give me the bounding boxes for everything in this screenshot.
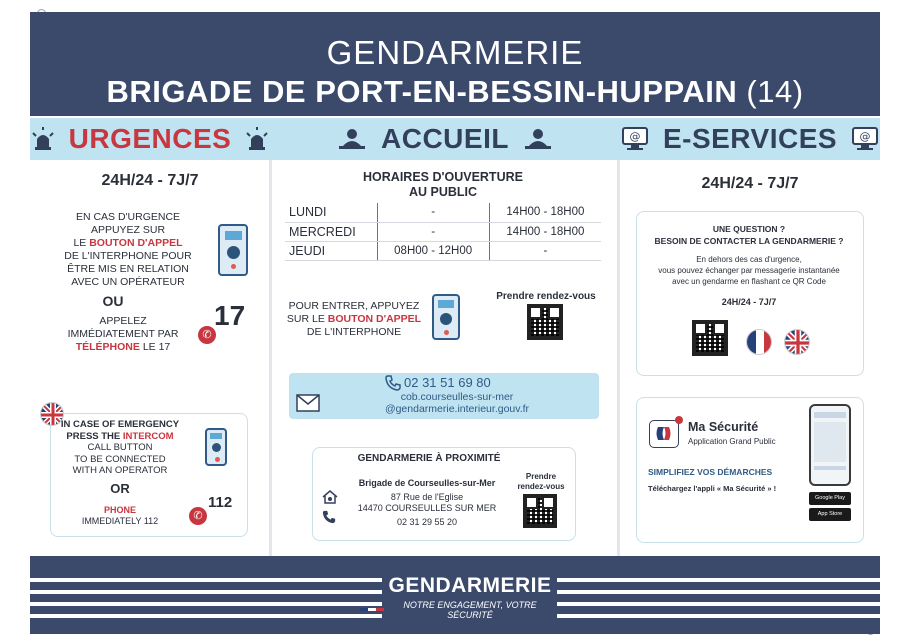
opening-hours-table bbox=[285, 203, 601, 261]
rdv-line: rendez-vous bbox=[517, 482, 565, 491]
nearby-title bbox=[312, 452, 546, 465]
hours-title-line: AU PUBLIC bbox=[408, 185, 478, 199]
phone-icon: ✆ bbox=[189, 507, 207, 525]
eservices-hours: 24H/24 - 7J/7 bbox=[701, 175, 799, 192]
contact-phone[interactable]: 02 31 51 69 80 bbox=[404, 375, 491, 390]
urgences-heading: URGENCES bbox=[68, 123, 232, 154]
question-line: UNE QUESTION ? bbox=[712, 224, 786, 234]
en-line: WITH AN OPERATOR bbox=[72, 465, 168, 476]
svg-text:@: @ bbox=[629, 130, 641, 143]
brigade-name: BRIGADE DE PORT-EN-BESSIN-HUPPAIN bbox=[106, 74, 738, 109]
appointment-label: Prendre rendez-vous bbox=[496, 291, 596, 302]
intercom-icon bbox=[205, 428, 227, 466]
google-play-label: Google Play bbox=[815, 495, 845, 501]
siren-icon bbox=[31, 127, 55, 151]
day-cell: LUNDI bbox=[285, 203, 377, 222]
enter-line: DE L'INTERPHONE bbox=[306, 326, 402, 338]
nearby-phone[interactable]: 02 31 29 55 20 bbox=[396, 517, 458, 527]
nearby-details bbox=[352, 478, 502, 528]
svg-text:@: @ bbox=[859, 130, 871, 143]
rdv-line: Prendre bbox=[525, 472, 557, 481]
siren-icon bbox=[245, 127, 269, 151]
table-row bbox=[285, 241, 601, 260]
header-banner bbox=[30, 12, 880, 116]
enter-line bbox=[284, 313, 424, 326]
call-line: IMMÉDIATEMENT PAR bbox=[67, 328, 179, 340]
question-description bbox=[640, 254, 858, 287]
fr-line: ÊTRE MIS EN RELATION bbox=[67, 263, 189, 275]
nearby-appointment-label bbox=[514, 472, 568, 492]
nearby-appointment-qr-code[interactable] bbox=[523, 494, 557, 528]
nearby-title-pre: GENDARMERIE bbox=[357, 453, 436, 464]
department-number: (14) bbox=[746, 74, 804, 109]
simplify-heading: SIMPLIFIEZ VOS DÉMARCHES bbox=[648, 467, 773, 477]
nearby-address: 87 Rue de l'Eglise bbox=[390, 492, 464, 502]
smartphone-illustration bbox=[809, 404, 851, 486]
description-line: En dehors des cas d'urgence, bbox=[696, 255, 802, 264]
notification-dot bbox=[675, 416, 683, 424]
chat-hours: 24H/24 - 7J/7 bbox=[721, 297, 777, 307]
contact-email[interactable] bbox=[372, 391, 542, 415]
reception-agent-icon bbox=[523, 126, 553, 152]
afternoon-cell: 14H00 - 18H00 bbox=[489, 203, 601, 222]
urgences-fr-instructions bbox=[48, 211, 208, 289]
table-row bbox=[285, 203, 601, 222]
eservices-heading: E-SERVICES bbox=[662, 123, 838, 154]
english-instructions bbox=[60, 419, 180, 477]
nearby-title-highlight: À PROXIMITÉ bbox=[435, 453, 501, 464]
email-line: cob.courseulles-sur-mer bbox=[400, 391, 514, 403]
french-flag-icon[interactable] bbox=[746, 329, 772, 355]
accueil-heading: ACCUEIL bbox=[381, 123, 509, 154]
en-line: TO BE CONNECTED bbox=[74, 453, 166, 465]
app-store-label: App Store bbox=[817, 511, 843, 517]
fr-line-pre: LE bbox=[73, 237, 90, 249]
email-line: @gendarmerie.interieur.gouv.fr bbox=[384, 403, 530, 415]
intercom-icon bbox=[218, 224, 248, 276]
download-text: Téléchargez l'appli « Ma Sécurité » ! bbox=[648, 484, 777, 493]
fr-line bbox=[48, 237, 208, 250]
footer-logo bbox=[385, 574, 555, 620]
phone-highlight: PHONE bbox=[103, 505, 136, 515]
phone-icon: ✆ bbox=[198, 326, 216, 344]
app-subtitle: Application Grand Public bbox=[688, 437, 776, 446]
appointment-qr-code[interactable] bbox=[527, 304, 563, 340]
en-line bbox=[60, 431, 180, 443]
column-divider bbox=[617, 160, 620, 558]
enter-instructions bbox=[284, 300, 424, 339]
telephone-highlight: TÉLÉPHONE bbox=[75, 341, 140, 353]
accueil-title bbox=[272, 118, 618, 160]
column-divider bbox=[269, 160, 272, 558]
en-line: IMMEDIATELY 112 bbox=[81, 516, 159, 526]
afternoon-cell: - bbox=[489, 241, 601, 260]
call-line-post: LE 17 bbox=[139, 341, 171, 353]
morning-cell: - bbox=[377, 222, 489, 241]
question-line: BESOIN DE CONTACTER LA GENDARMERIE ? bbox=[654, 236, 844, 246]
fr-line: EN CAS D'URGENCE bbox=[75, 211, 181, 223]
footer-banner bbox=[30, 556, 880, 634]
uk-flag-icon[interactable] bbox=[784, 329, 810, 355]
table-row bbox=[285, 222, 601, 241]
google-play-badge[interactable] bbox=[809, 492, 851, 505]
app-store-badge[interactable] bbox=[809, 508, 851, 521]
enter-line-pre: SUR LE bbox=[286, 313, 328, 325]
emergency-number-17: 17 bbox=[214, 300, 246, 331]
intercom-highlight: INTERCOM bbox=[122, 430, 174, 442]
intercom-icon bbox=[432, 294, 460, 340]
fr-line: AVEC UN OPÉRATEUR bbox=[71, 276, 185, 288]
call-line: APPELEZ bbox=[99, 315, 147, 327]
eservices-title bbox=[620, 118, 880, 160]
english-phone-text bbox=[60, 505, 180, 527]
nearby-address: 14470 COURSEULLES SUR MER bbox=[357, 503, 497, 513]
question-text bbox=[640, 223, 858, 247]
envelope-icon bbox=[296, 394, 320, 412]
hours-title-line: HORAIRES D'OUVERTURE bbox=[363, 170, 523, 184]
header-title: GENDARMERIE bbox=[326, 34, 584, 71]
ma-securite-app-icon[interactable] bbox=[649, 420, 679, 448]
morning-cell: - bbox=[377, 203, 489, 222]
call-line bbox=[48, 341, 198, 354]
call-button-highlight: BOUTON D'APPEL bbox=[327, 313, 422, 325]
description-line: avec un gendarme en flashant ce QR Code bbox=[672, 277, 826, 286]
footer-brand: GENDARMERIE bbox=[388, 574, 552, 597]
opening-hours-title bbox=[330, 170, 556, 200]
en-line-pre: PRESS THE bbox=[66, 430, 123, 442]
afternoon-cell: 14H00 - 18H00 bbox=[489, 222, 601, 241]
reception-agent-icon bbox=[337, 126, 367, 152]
phone-icon bbox=[385, 375, 401, 391]
morning-cell: 08H00 - 12H00 bbox=[377, 241, 489, 260]
app-name: Ma Sécurité bbox=[688, 420, 759, 434]
emergency-number-112: 112 bbox=[208, 494, 233, 511]
fr-line: APPUYEZ SUR bbox=[90, 224, 166, 236]
call-button-highlight: BOUTON D'APPEL bbox=[89, 237, 183, 249]
computer-at-icon bbox=[621, 126, 649, 152]
header-subtitle bbox=[30, 74, 880, 110]
chat-qr-code[interactable] bbox=[692, 320, 728, 356]
urgences-hours: 24H/24 - 7J/7 bbox=[101, 172, 199, 189]
description-line: vous pouvez échanger par messagerie instantanée bbox=[658, 266, 840, 275]
enter-line: POUR ENTRER, APPUYEZ bbox=[288, 300, 420, 312]
footer-slogan: NOTRE ENGAGEMENT, VOTRE SÉCURITÉ bbox=[403, 600, 537, 620]
or-separator: OR bbox=[110, 481, 130, 496]
phone-icon bbox=[322, 510, 336, 524]
day-cell: MERCREDI bbox=[285, 222, 377, 241]
tricolor-mark bbox=[360, 608, 384, 611]
en-line: CALL BUTTON bbox=[87, 442, 153, 453]
home-icon bbox=[322, 489, 338, 505]
urgences-title bbox=[30, 118, 270, 160]
urgences-call-text bbox=[48, 315, 198, 354]
fr-line: DE L'INTERPHONE POUR bbox=[64, 250, 192, 262]
nearby-name: Brigade de Courseulles-sur-Mer bbox=[358, 478, 496, 488]
computer-at-icon bbox=[851, 126, 879, 152]
en-line: IN CASE OF EMERGENCY bbox=[60, 419, 180, 430]
ou-separator: OU bbox=[102, 293, 124, 309]
day-cell: JEUDI bbox=[285, 241, 377, 260]
